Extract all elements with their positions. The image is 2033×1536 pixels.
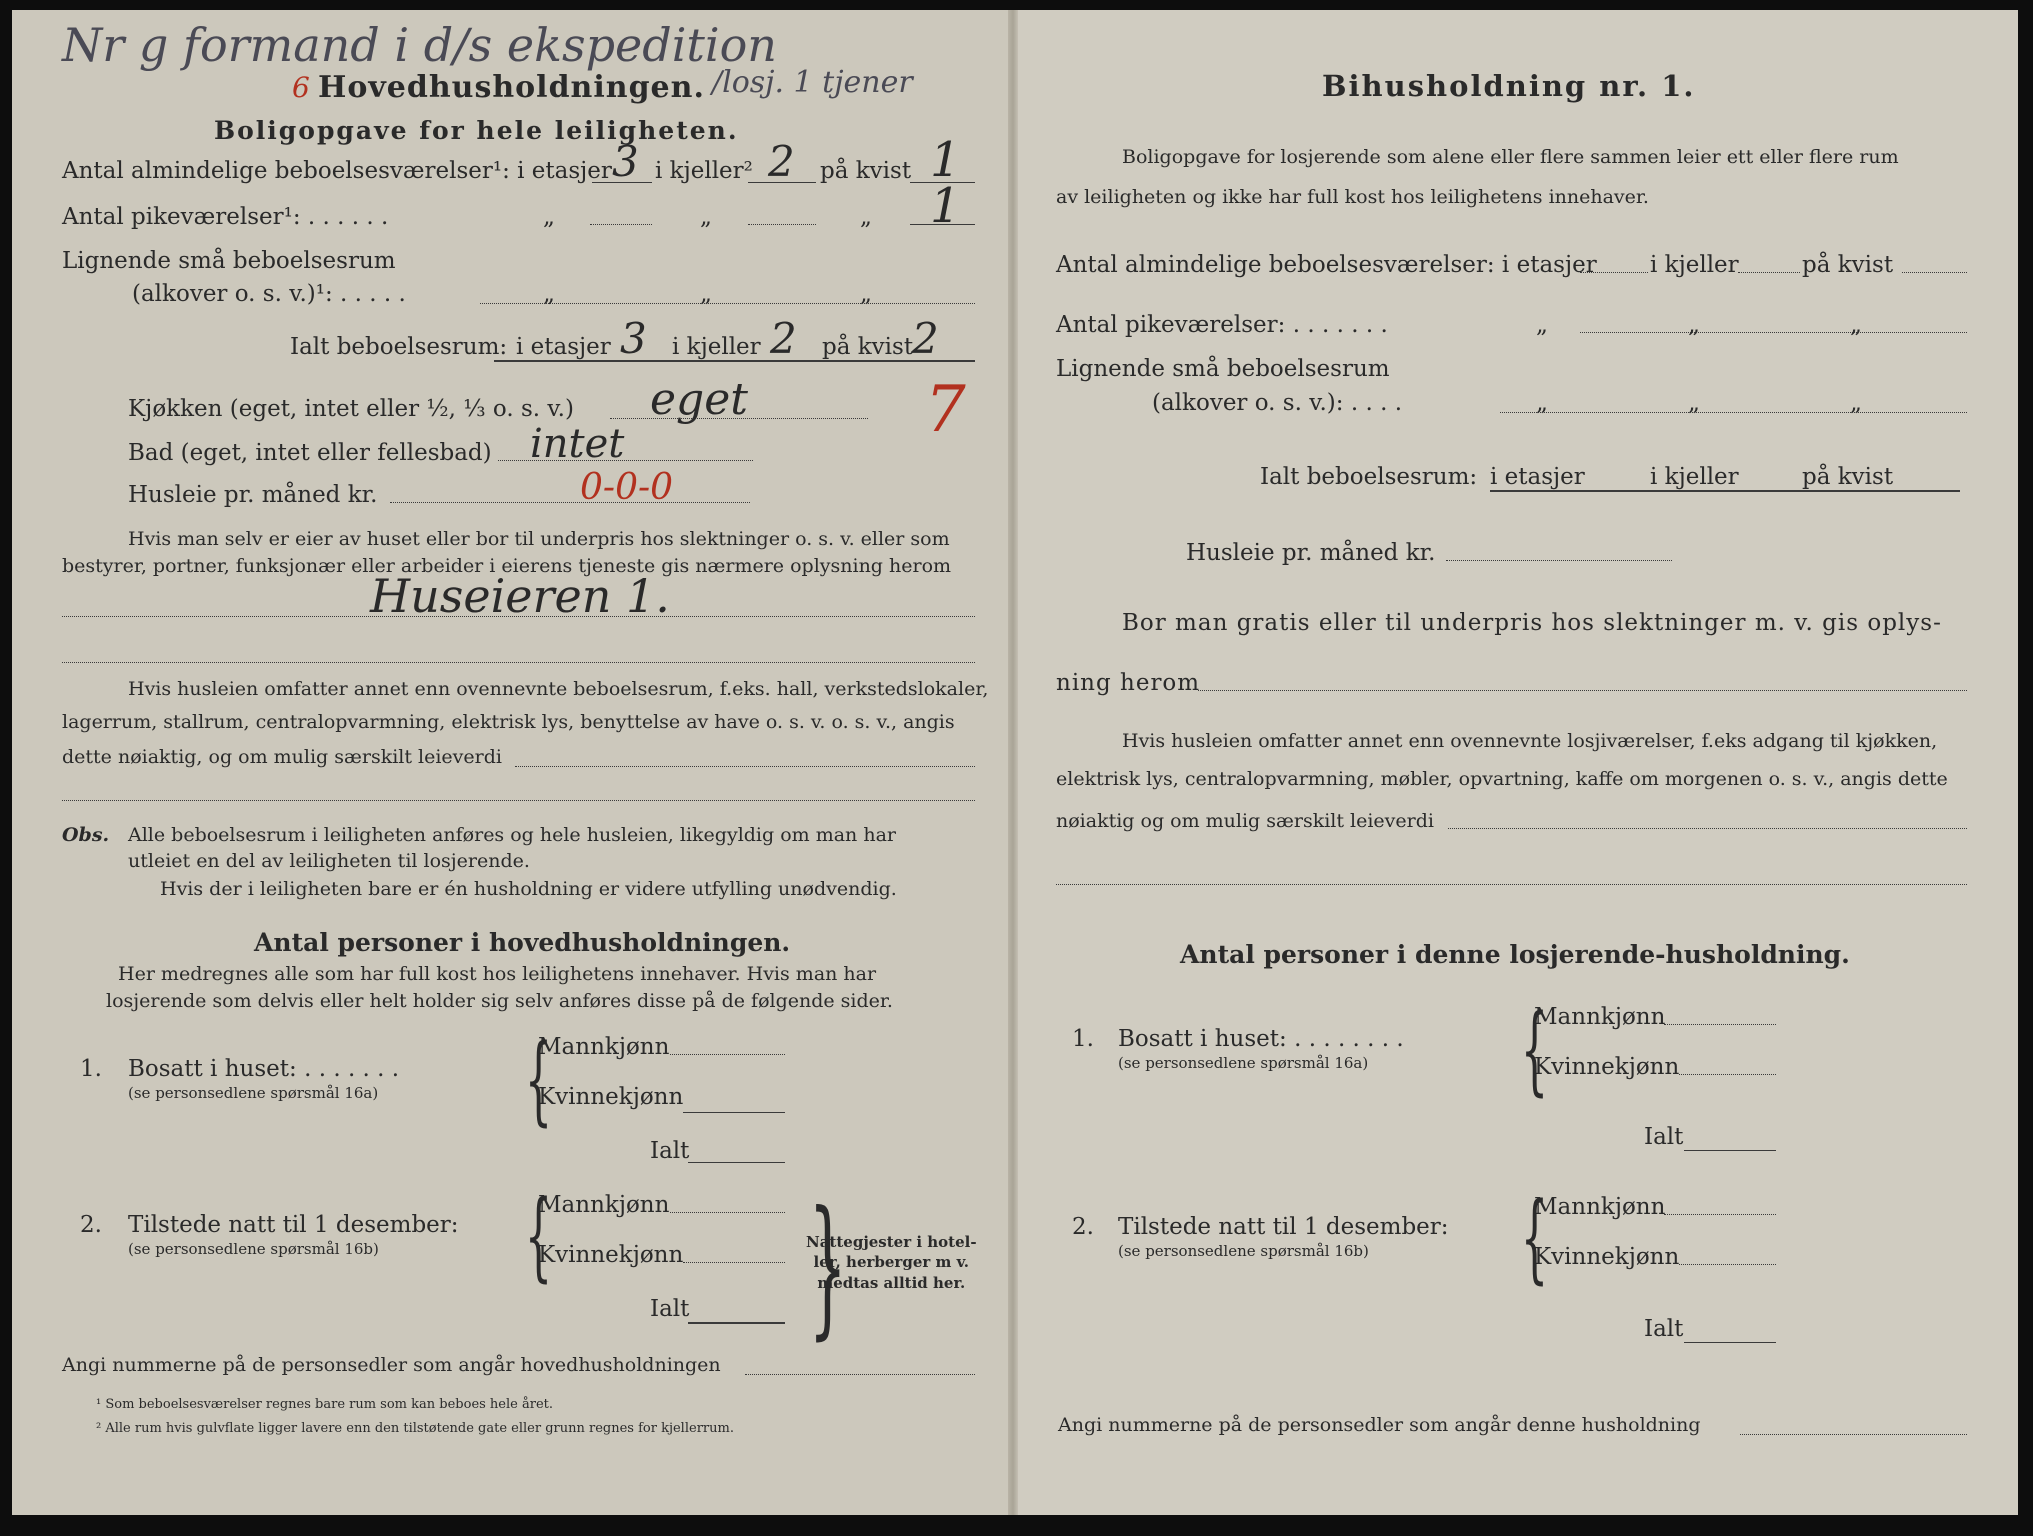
right-q1-ialt-label: Ialt (1644, 1124, 1684, 1150)
husleie-label: Husleie pr. måned kr. (128, 482, 378, 508)
right-q2-ialt-line (1684, 1342, 1776, 1343)
omfatter-text-1: Hvis husleien omfatter annet enn ovennevnte beboelsesrum, f.eks. hall, verkstedslokaler, (128, 678, 989, 700)
eier-text-2: bestyrer, portner, funksjonær eller arbeider i eierens tjeneste gis nærmere oplysning herom (62, 555, 952, 577)
rooms-label: Antal almindelige beboelsesværelser¹: i etasjer (62, 158, 612, 184)
right-alkove-line (1500, 412, 1967, 413)
left-q2-brace: { (524, 1180, 553, 1292)
pike-ditto-2: „ (700, 204, 712, 230)
right-q2-mann-line (1664, 1214, 1776, 1215)
husleie-line (390, 502, 750, 503)
right-q1-ialt-line (1684, 1150, 1776, 1151)
right-q1-brace: { (1520, 994, 1549, 1106)
left-angi-line (745, 1374, 975, 1375)
pike-ditto-3: „ (860, 204, 872, 230)
right-q1-kvinne-label: Kvinnekjønn (1534, 1054, 1680, 1080)
ialt-label: Ialt beboelsesrum: (290, 334, 508, 360)
right-husleie-line (1446, 560, 1672, 561)
left-persons-text-2: losjerende som delvis eller helt holder sig selv anføres disse på de følgende sider. (106, 990, 893, 1012)
right-rooms-kjeller-line (1738, 272, 1800, 273)
nattegjester-note (806, 1232, 977, 1293)
obs-text-1: Alle beboelsesrum i leiligheten anføres og hele husleien, likegyldig om man har (128, 824, 896, 846)
red-correction-mark: 7 (925, 373, 966, 447)
right-omfatter-text-3: nøiaktig og om mulig særskilt leieverdi (1056, 810, 1434, 832)
right-ialt-kvist-label: på kvist (1802, 464, 1894, 490)
ialt-kjeller-label: i kjeller (672, 334, 761, 360)
right-persons-title: Antal personer i denne losjerende-husholdning. (1180, 940, 1850, 969)
nattegjester-line-3: medtas alltid her. (817, 1273, 966, 1292)
pike-ditto-1: „ (543, 204, 555, 230)
pike-label: Antal pikeværelser¹: . . . . . . (62, 204, 389, 230)
left-q1-kvinne-line (683, 1112, 785, 1113)
right-q2-ialt-label: Ialt (1644, 1316, 1684, 1342)
right-q1-label: Bosatt i huset: . . . . . . . . (1118, 1026, 1404, 1052)
right-alkove-ditto-3: „ (1850, 390, 1862, 416)
left-q1-kvinne-label: Kvinnekjønn (538, 1084, 684, 1110)
right-alkove-ditto-2: „ (1688, 390, 1700, 416)
alkove-ditto-1: „ (543, 281, 555, 307)
rooms-kjeller-label: i kjeller² (655, 158, 753, 184)
right-q2-sub: (se personsedlene spørsmål 16b) (1118, 1242, 1369, 1260)
alkove-ditto-2: „ (700, 281, 712, 307)
left-q2-ialt-line (688, 1322, 785, 1324)
right-q2-label: Tilstede natt til 1 desember: (1118, 1214, 1449, 1240)
left-q2-mann-line (670, 1212, 785, 1213)
left-persons-title: Antal personer i hovedhusholdningen. (254, 928, 791, 957)
obs-text-3: Hvis der i leiligheten bare er én husholdning er videre utfylling unødvendig. (160, 878, 897, 900)
left-q1-brace: { (524, 1024, 553, 1136)
right-page (1015, 10, 2018, 1515)
right-intro-text-1: Boligopgave for losjerende som alene eller flere sammen leier ett eller flere rum (1122, 146, 1899, 168)
obs-text-2: utleiet en del av leiligheten til losjerende. (128, 850, 530, 872)
pike-line-1 (590, 224, 652, 225)
kjokken-value: eget (650, 374, 748, 425)
omfatter-text-2: lagerrum, stallrum, centralopvarmning, elektrisk lys, benyttelse av have o. s. v. o. s. v., angis (62, 711, 955, 733)
right-q2-kvinne-line (1679, 1264, 1776, 1265)
ialt-kvist-value: 2 (912, 314, 939, 363)
left-q1-sub: (se personsedlene spørsmål 16a) (128, 1084, 379, 1102)
nattegjester-line-2: ler, herberger m v. (813, 1253, 970, 1272)
right-alkove-ditto-1: „ (1536, 390, 1548, 416)
secondary-household-title: Bihusholdning nr. 1. (1322, 69, 1696, 103)
main-household-title: Hovedhusholdningen. (318, 70, 705, 105)
handwritten-six: 6 (292, 71, 310, 104)
bad-label: Bad (eget, intet eller fellesbad) (128, 440, 492, 466)
right-alkove-label-1: Lignende små beboelsesrum (1056, 356, 1390, 382)
right-omfatter-line-2 (1056, 884, 1967, 885)
left-q2-kvinne-line (683, 1262, 785, 1263)
ialt-etasjer-label: i etasjer (516, 334, 611, 360)
right-omfatter-line-1 (1448, 828, 1967, 829)
kjokken-label: Kjøkken (eget, intet eller ½, ⅓ o. s. v.) (128, 396, 574, 422)
right-rooms-etasjer-line (1580, 272, 1648, 273)
pike-line-2 (748, 224, 816, 225)
ialt-kjeller-value: 2 (770, 314, 797, 363)
rooms-kvist-value: 1 (930, 132, 961, 188)
right-q2-brace: { (1520, 1182, 1549, 1294)
handwritten-title-note: /losj. 1 tjener (712, 65, 913, 100)
right-gratis-text-1: Bor man gratis eller til underpris hos slektninger m. v. gis oplys- (1122, 610, 1942, 636)
right-rooms-kjeller-label: i kjeller (1650, 252, 1739, 278)
right-q2-number: 2. (1072, 1214, 1094, 1240)
footnote-1: ¹ Som beboelsesværelser regnes bare rum som kan beboes hele året. (96, 1397, 553, 1412)
rooms-etasjer-value: 3 (612, 137, 639, 186)
omfatter-line-1 (515, 766, 975, 767)
alkove-label-2: (alkover o. s. v.)¹: . . . . . (132, 281, 406, 307)
alkove-ditto-3: „ (860, 281, 872, 307)
right-ialt-kjeller-label: i kjeller (1650, 464, 1739, 490)
ialt-etasjer-value: 3 (620, 314, 647, 363)
left-q2-ialt-label: Ialt (650, 1296, 690, 1322)
right-alkove-label-2: (alkover o. s. v.): . . . . (1152, 390, 1403, 416)
obs-label: Obs. (62, 824, 110, 846)
right-gratis-line (1198, 690, 1967, 691)
right-pike-line (1580, 332, 1967, 333)
right-pike-ditto-2: „ (1688, 312, 1700, 338)
left-angi-text: Angi nummerne på de personsedler som angår hovedhusholdningen (62, 1354, 721, 1376)
right-intro-text-2: av leiligheten og ikke har full kost hos leilighetens innehaver. (1056, 186, 1649, 208)
left-q2-number: 2. (80, 1212, 102, 1238)
right-q1-number: 1. (1072, 1026, 1094, 1052)
alkove-line (480, 303, 975, 304)
right-rooms-kvist-line (1902, 272, 1967, 273)
footnote-2: ² Alle rum hvis gulvflate ligger lavere enn den tilstøtende gate eller grunn regnes for kjellerrum. (96, 1421, 734, 1436)
ialt-line (494, 360, 975, 362)
nattegjester-line-1: Nattegjester i hotel- (806, 1233, 977, 1251)
left-q1-mann-label: Mannkjønn (538, 1034, 670, 1060)
right-gratis-text-2: ning herom (1056, 670, 1201, 696)
pike-kvist-value: 1 (930, 178, 961, 234)
right-pike-label: Antal pikeværelser: . . . . . . . (1056, 312, 1388, 338)
right-q1-sub: (se personsedlene spørsmål 16a) (1118, 1054, 1369, 1072)
right-q2-mann-label: Mannkjønn (1534, 1194, 1666, 1220)
right-pike-ditto-1: „ (1536, 312, 1548, 338)
bad-value: intet (530, 421, 625, 467)
left-q1-label: Bosatt i huset: . . . . . . . (128, 1056, 400, 1082)
left-q1-ialt-label: Ialt (650, 1138, 690, 1164)
eier-line-2 (62, 662, 975, 663)
rooms-kvist-label: på kvist (820, 158, 912, 184)
right-q1-mann-line (1664, 1024, 1776, 1025)
handwritten-header: Nr g formand i d/s ekspedition (62, 18, 777, 72)
right-omfatter-text-1: Hvis husleien omfatter annet enn ovennevnte losjiværelser, f.eks adgang til kjøkken, (1122, 730, 1938, 752)
alkove-label-1: Lignende små beboelsesrum (62, 248, 396, 274)
omfatter-text-3: dette nøiaktig, og om mulig særskilt leieverdi (62, 746, 502, 768)
husleie-value: 0-0-0 (580, 467, 674, 508)
eier-value: Huseieren 1. (370, 569, 670, 623)
right-ialt-label: Ialt beboelsesrum: (1260, 464, 1478, 490)
eier-text-1: Hvis man selv er eier av huset eller bor til underpris hos slektninger o. s. v. eller som (128, 528, 950, 550)
ialt-kvist-label: på kvist (822, 334, 914, 360)
right-rooms-label: Antal almindelige beboelsesværelser: i etasjer (1056, 252, 1597, 278)
left-q2-mann-label: Mannkjønn (538, 1192, 670, 1218)
left-q2-label: Tilstede natt til 1 desember: (128, 1212, 459, 1238)
left-q2-sub: (se personsedlene spørsmål 16b) (128, 1240, 379, 1258)
right-ialt-etasjer-label: i etasjer (1490, 464, 1585, 490)
right-husleie-label: Husleie pr. måned kr. (1186, 540, 1436, 566)
left-persons-text-1: Her medregnes alle som har full kost hos leilighetens innehaver. Hvis man har (118, 963, 877, 985)
right-omfatter-text-2: elektrisk lys, centralopvarmning, møbler, opvartning, kaffe om morgenen o. s. v., angis dette (1056, 768, 1948, 790)
omfatter-line-2 (62, 800, 975, 801)
left-q2-kvinne-label: Kvinnekjønn (538, 1242, 684, 1268)
right-ialt-line (1490, 490, 1960, 492)
left-q2-closing-brace: } (808, 1180, 847, 1354)
page-fold (1008, 10, 1018, 1515)
right-rooms-kvist-label: på kvist (1802, 252, 1894, 278)
right-angi-line (1740, 1434, 1967, 1435)
right-angi-text: Angi nummerne på de personsedler som angår denne husholdning (1058, 1414, 1701, 1436)
right-q2-kvinne-label: Kvinnekjønn (1534, 1244, 1680, 1270)
left-subtitle: Boligopgave for hele leiligheten. (214, 116, 739, 145)
left-q1-number: 1. (80, 1056, 102, 1082)
left-q1-ialt-line (688, 1162, 785, 1163)
eier-line-1 (62, 616, 975, 617)
left-q1-mann-line (670, 1054, 785, 1055)
rooms-kjeller-value: 2 (768, 137, 795, 186)
right-q1-mann-label: Mannkjønn (1534, 1004, 1666, 1030)
right-q1-kvinne-line (1679, 1074, 1776, 1075)
right-pike-ditto-3: „ (1850, 312, 1862, 338)
